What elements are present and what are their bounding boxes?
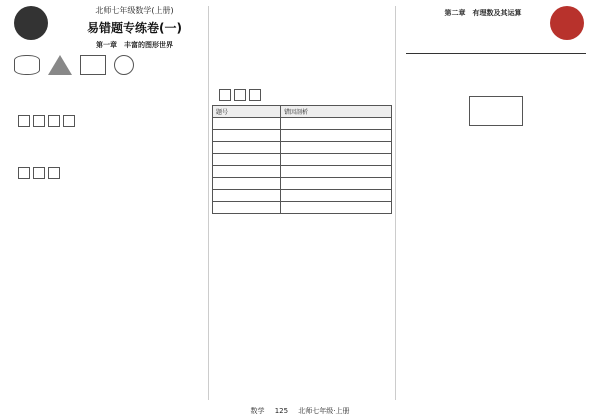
weather-forecast-box — [469, 96, 523, 126]
question-block — [404, 24, 588, 40]
net-square — [18, 115, 30, 127]
worksheet-title: 易错题专练卷(一) — [87, 21, 182, 35]
net-square — [48, 115, 60, 127]
chapter-one-heading: 第一章 丰富的图形世界 — [96, 41, 173, 49]
publisher-logo — [14, 6, 48, 40]
question-block — [404, 130, 588, 146]
question-block — [404, 184, 588, 200]
table-row — [213, 190, 392, 202]
net-square — [33, 115, 45, 127]
table-row — [213, 130, 392, 142]
right-column — [400, 22, 592, 400]
small-cubes-figure — [219, 89, 385, 101]
table-header-analysis: 错因剖析 — [281, 106, 392, 118]
middle-column — [208, 6, 396, 400]
footer-subject: 数学 — [250, 407, 265, 415]
question-block — [12, 78, 200, 94]
cube-square — [219, 89, 231, 101]
cube-square — [249, 89, 261, 101]
question-block — [404, 76, 588, 92]
question-block — [12, 148, 200, 164]
question-block — [404, 166, 588, 182]
net-square — [18, 167, 30, 179]
cube-shape — [80, 55, 106, 75]
worksheet-header — [62, 5, 207, 36]
left-column — [8, 52, 204, 400]
table-row — [213, 142, 392, 154]
solid-shapes-figure — [14, 55, 198, 75]
error-analysis-table — [212, 105, 392, 214]
question-block — [404, 58, 588, 74]
net-square — [48, 167, 60, 179]
cube-net-figure — [18, 167, 194, 179]
question-block — [12, 130, 200, 146]
chapter-two-heading: 第二章 有理数及其运算 — [444, 9, 522, 17]
table-row — [213, 154, 392, 166]
number-line-figure — [406, 44, 586, 54]
subject-line: 北师七年级数学(上册) — [95, 6, 174, 15]
handwritten-answer — [215, 26, 389, 86]
question-block — [12, 182, 200, 198]
sphere-shape — [114, 55, 134, 75]
cube-net-figure — [18, 115, 194, 127]
table-row — [213, 166, 392, 178]
question-block — [213, 8, 391, 24]
cube-square — [234, 89, 246, 101]
table-row — [213, 202, 392, 214]
question-block — [12, 200, 200, 216]
page-footer — [0, 406, 600, 416]
table-header-number: 题号 — [213, 106, 281, 118]
table-row — [213, 118, 392, 130]
table-row — [213, 178, 392, 190]
page-number: 125 — [274, 407, 289, 415]
net-square — [33, 167, 45, 179]
cone-shape — [48, 55, 72, 75]
footer-edition: 北师七年级·上册 — [298, 407, 350, 415]
question-block — [404, 148, 588, 164]
net-square — [63, 115, 75, 127]
cylinder-shape — [14, 55, 40, 75]
question-block — [12, 96, 200, 112]
